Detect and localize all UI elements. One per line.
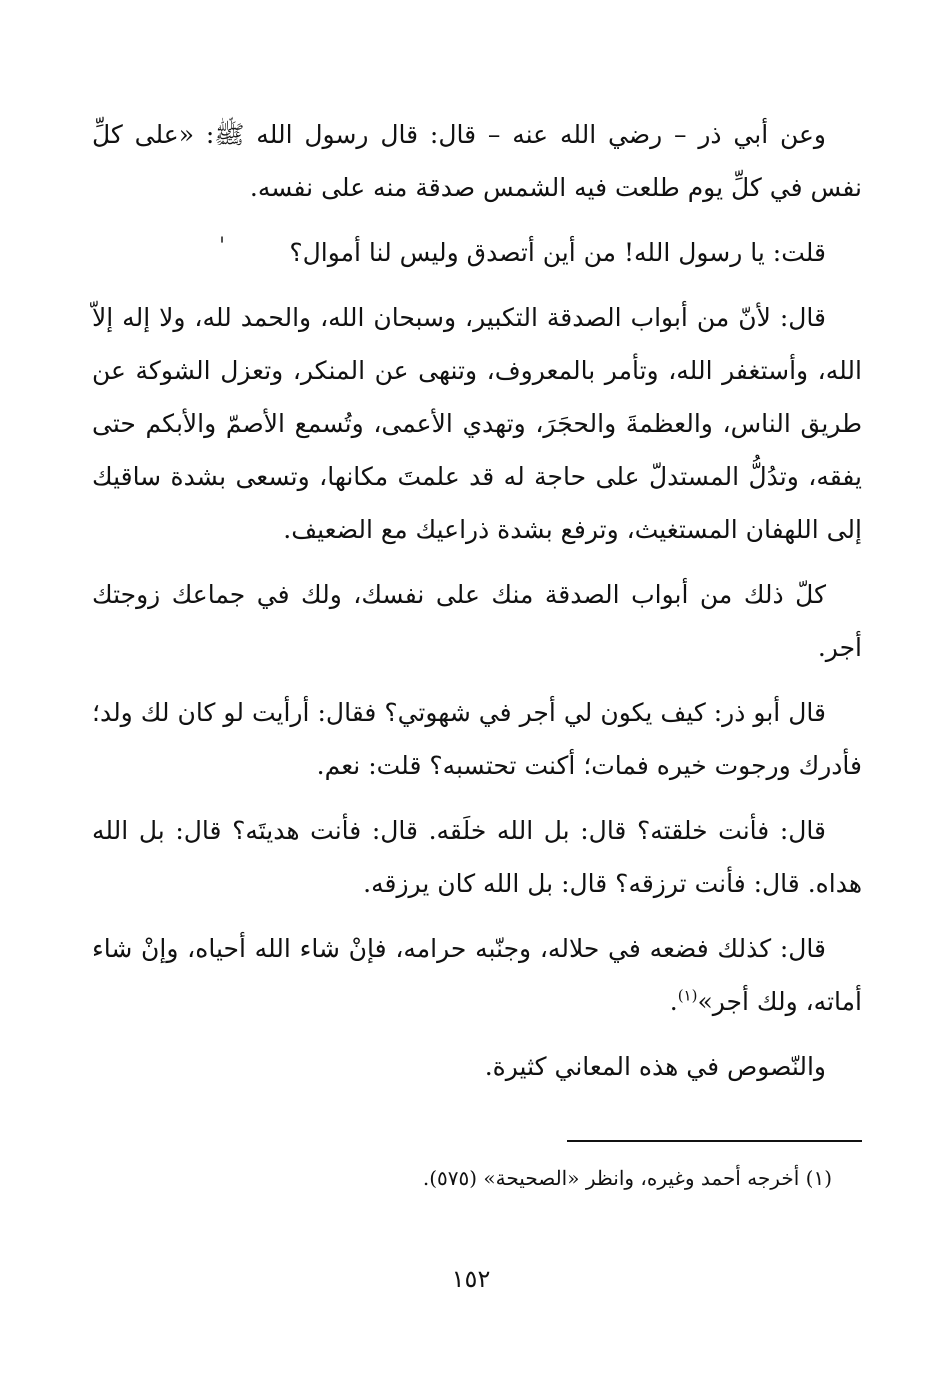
- paragraph-conclusion-text: قال: كذلك فضعه في حلاله، وجنّبه حرامه، فإنْ شاء الله أحياه، وإنْ شاء أماته، ولك أجر»: [92, 934, 862, 1016]
- margin-mark: ': [219, 234, 226, 259]
- page-number: ١٥٢: [451, 1265, 491, 1293]
- paragraph-texts: والنّصوص في هذه المعاني كثيرة.: [484, 1052, 826, 1081]
- paragraph-conclusion: [92, 922, 862, 1028]
- paragraph-charity: كلّ ذلك من أبواب الصدقة منك على نفسك، ولك في جماعك زوجتك أجر.: [92, 580, 862, 662]
- paragraph-creation: قال: فأنت خلقته؟ قال: بل الله خلَقه. قال: فأنت هديتَه؟ قال: بل الله هداه. قال: فأنت ترزقه؟ قال: بل الله كان يرزقه.: [92, 816, 862, 898]
- footnote-divider: [567, 1140, 862, 1142]
- sentence-end: .: [669, 987, 678, 1016]
- main-text: [92, 108, 862, 1105]
- footnote-reference[interactable]: (١): [677, 986, 698, 1005]
- paragraph-question: قلت: يا رسول الله! من أين أتصدق وليس لنا أموال؟: [289, 238, 826, 267]
- paragraph-abu-dhar: قال أبو ذر: كيف يكون لي أجر في شهوتي؟ فقال: أرأيت لو كان لك ولد؛ فأدرك ورجوت خيره فمات؛ أكنت تحتسبه؟ قلت: نعم.: [92, 698, 862, 780]
- paragraph-hadith-intro: وعن أبي ذر – رضي الله عنه – قال: قال رسول الله ﷺ: «على كلِّ نفس في كلِّ يوم طلعت فيه الشمس صدقة منه على نفسه.: [92, 120, 862, 202]
- paragraph-answer: قال: لأنّ من أبواب الصدقة التكبير، وسبحان الله، والحمد لله، ولا إله إلاّ الله، وأستغفر الله، وتأمر بالمعروف، وتنهى عن المنكر، وتعزل الشوكة عن طريق الناس، والعظمةَ والحجَرَ، وتهدي الأعمى، وتُسمع الأصمّ والأبكم حتى يفقه، وتدُلُّ المستدلّ على حاجة له قد علمتَ مكانها، وتسعى بشدة ساقيك إلى اللهفان المستغيث، وترفع بشدة ذراعيك مع الضعيف.: [92, 303, 862, 544]
- footnote: (١) أخرجه أحمد وغيره، وانظر «الصحيحة» (٥٧٥).: [422, 1166, 832, 1190]
